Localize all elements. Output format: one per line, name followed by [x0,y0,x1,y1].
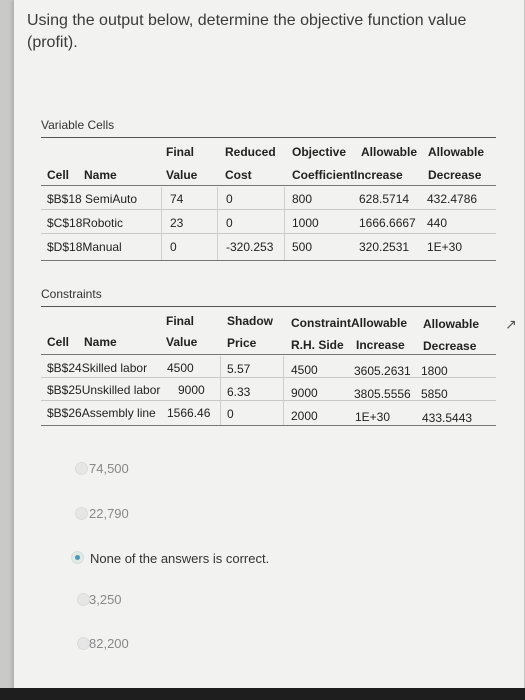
vc-row-2-name: $C$18Robotic [47,216,124,230]
vc-row-3-inc: 320.2531 [359,240,410,254]
vc-row-1-inc: 628.5714 [359,192,410,206]
constraints-title: Constraints [41,287,102,301]
vc-header-reduced: Reduced [225,145,276,159]
c-header-allowable: Allowable [423,317,480,331]
c-header-rhs: R.H. Side [291,338,344,352]
vc-bottom-rule [41,260,496,261]
vc-row-3-reduced: -320.253 [226,240,274,254]
c-header-value: Value [166,335,198,349]
variable-cells-top-rule [41,137,496,138]
question-text: Using the output below, determine the objective function value (profit). [27,12,467,51]
vc-row-1-name: $B$18 SemiAuto [47,192,138,206]
vc-row-3-name: $D$18Manual [47,240,122,254]
c-row-3-dec: 433.5443 [422,411,473,425]
c-row-2-price: 6.33 [227,385,251,399]
variable-cells-title: Variable Cells [41,118,115,132]
vc-col-divider [161,187,162,260]
vc-row-3-value: 0 [170,240,177,254]
c-header-decrease: Decrease [423,339,477,353]
vc-row-2-coef: 1000 [292,216,319,230]
c-col-divider [220,356,221,425]
vc-row-1-reduced: 0 [226,192,233,206]
vc-col-divider [284,187,285,260]
c-row-2-inc: 3805.5556 [354,387,411,401]
vc-header-allowable-2: Allowable [428,145,485,159]
constraints-top-rule [41,306,496,307]
c-header-shadow: Shadow [227,314,274,328]
vc-row-3-dec: 1E+30 [427,240,463,254]
c-header-increase: Increase [356,338,405,352]
vc-header-final: Final [166,145,195,159]
answer-label: 3,250 [89,592,122,607]
vc-header-name: Name [84,168,117,182]
c-row-3-inc: 1E+30 [355,410,391,424]
c-row-3-rhs: 2000 [291,409,318,423]
c-header-name: Name [84,335,117,349]
vc-header-value: Value [166,168,198,182]
vc-header-rule [41,185,496,186]
c-row-1-dec: 1800 [421,364,448,378]
vc-header-objective: Objective [292,145,347,159]
radio-button[interactable] [75,462,88,475]
c-header-constraint-allowable: ConstraintAllowable [291,316,408,330]
c-row-1-price: 5.57 [227,362,251,376]
c-row-3-name: $B$26Assembly line [47,406,156,420]
vc-row-2-value: 23 [170,216,184,230]
vc-col-divider [217,187,218,260]
vc-row-divider [41,233,496,234]
vc-header-decrease: Decrease [428,168,482,182]
radio-button-selected[interactable] [71,551,84,564]
c-row-2-rhs: 9000 [291,386,318,400]
vc-row-3-coef: 500 [292,240,313,254]
vc-header-cell: Cell [47,168,70,182]
mouse-cursor-icon: ↗ [505,316,517,332]
c-row-3-price: 0 [227,407,234,421]
c-header-cell: Cell [47,335,70,349]
radio-button[interactable] [75,507,88,520]
c-bottom-rule [41,425,496,426]
c-row-1-name: $B$24Skilled labor [47,361,148,375]
vc-row-2-reduced: 0 [226,216,233,230]
c-header-rule [41,354,496,355]
c-row-1-inc: 3605.2631 [354,364,411,378]
c-header-final: Final [166,314,195,328]
vc-row-2-inc: 1666.6667 [359,216,416,230]
c-row-2-name: $B$25Unskilled labor [47,383,161,397]
c-row-3-value: 1566.46 [167,406,211,420]
c-row-2-dec: 5850 [421,387,448,401]
c-col-divider [283,356,284,425]
vc-row-2-dec: 440 [427,216,448,230]
vc-row-1-coef: 800 [292,192,313,206]
c-header-price: Price [227,336,257,350]
c-row-1-value: 4500 [167,361,194,375]
vc-header-cost: Cost [225,168,252,182]
vc-row-divider [41,209,496,210]
answer-label: 82,200 [89,636,129,651]
answer-label: 22,790 [89,506,129,521]
answer-label: 74,500 [89,461,129,476]
vc-row-1-value: 74 [170,192,184,206]
bottom-bar [0,688,525,700]
c-row-2-value: 9000 [178,383,205,397]
answer-label: None of the answers is correct. [90,551,270,566]
vc-row-1-dec: 432.4786 [427,192,478,206]
vc-header-allowable-1: Allowable [361,145,418,159]
c-row-1-rhs: 4500 [291,363,318,377]
vc-header-coef-increase: CoefficientIncrease [292,168,403,182]
